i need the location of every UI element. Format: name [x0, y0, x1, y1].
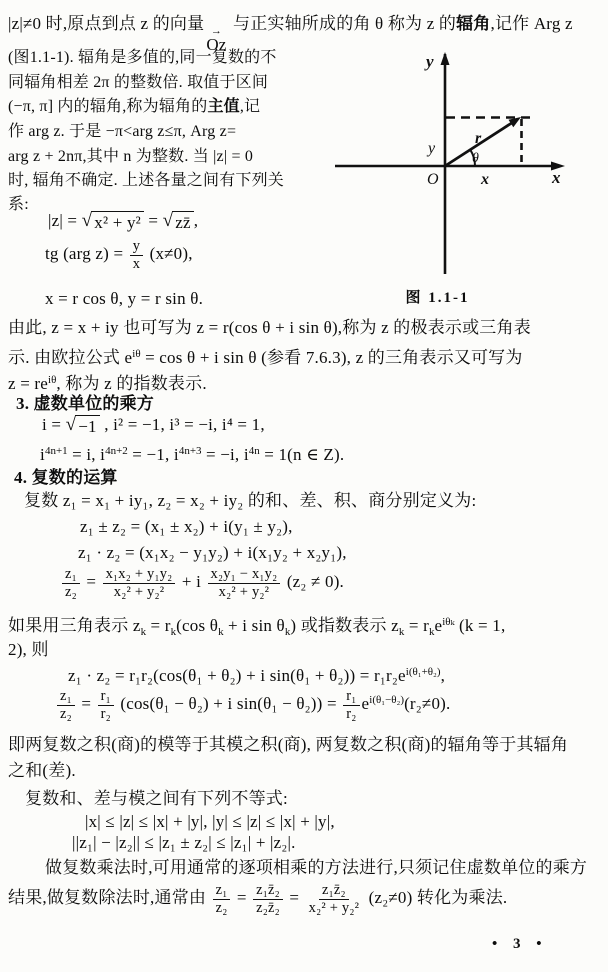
y-axis-arrow-icon: [441, 52, 450, 65]
text-segment: 同辐角相差 2π 的整数倍. 取值于区间: [8, 74, 269, 91]
formula-i-powers: [42, 414, 265, 438]
text-segment: z₁ ± z₂ = (x₁ ± x₂) + i(y₁ ± y₂),: [80, 517, 293, 536]
text-segment: + i: [177, 572, 206, 592]
text-segment: tg (arg z) =: [45, 244, 128, 264]
text-segment: 复数和、差与模之间有下列不等式:: [25, 789, 288, 808]
radicand: x² + y²: [91, 211, 144, 234]
figure-caption: 图 1.1-1: [405, 290, 470, 306]
x-axis-label: x: [552, 168, 561, 187]
text-segment: (z₂≠0) 转化为乘法.: [364, 888, 508, 908]
text-segment: (k = 1,: [454, 616, 506, 635]
fraction-numerator: z₁: [213, 882, 231, 900]
fraction: [62, 566, 80, 600]
radical: [82, 211, 144, 234]
col-line-5: [8, 146, 253, 168]
col-line-4: [8, 121, 236, 143]
y-coordinate-label: y: [428, 140, 436, 157]
text-segment: e: [434, 616, 443, 635]
text-segment: z₁ · z₂ = (x₁x₂ − y₁y₂) + i(x₁y₂ + x₂y₁),: [78, 543, 347, 562]
para-mult-line-2: [8, 882, 507, 916]
text-segment: k: [170, 626, 177, 638]
text-segment: 时, 辐角不确定. 上述各量之间有下列关: [8, 172, 285, 189]
text-segment: i(θ₁+θ₂): [405, 666, 441, 678]
formula-ineq-2: [72, 832, 296, 854]
text-segment: =: [284, 888, 304, 908]
text-segment: =: [143, 211, 163, 230]
text-segment: , 称为 z 的指数表示.: [56, 374, 207, 393]
vector-symbol: Oz: [206, 35, 227, 54]
text-segment: iθ: [48, 374, 57, 386]
para-trig-line-1: [8, 611, 505, 643]
text-segment: 主值: [207, 98, 240, 115]
fraction-denominator: z₂z̄₂: [256, 899, 280, 916]
page-number: • 3 •: [492, 936, 548, 952]
formula-sum: [80, 516, 293, 538]
fraction: [253, 882, 283, 916]
text-segment: k: [398, 626, 405, 638]
para-polar-line-3: [8, 369, 207, 395]
para-modarg-line-2: [8, 760, 76, 782]
fraction-numerator: r₁: [343, 688, 359, 706]
angle-label: θ: [472, 151, 479, 166]
formula-i-powers-4n: [40, 440, 344, 466]
text-segment: k: [218, 626, 224, 638]
col-line-3: [8, 96, 260, 118]
text-segment: (z₂ ≠ 0).: [282, 572, 344, 592]
text-segment: 4n+1: [44, 445, 68, 457]
fraction-denominator: x₂² + y₂²: [218, 583, 270, 600]
radical-icon: √: [162, 210, 174, 231]
heading-section-4: [14, 467, 118, 489]
text-segment: = cos θ + i sin θ (参看 7.6.3), z 的三角表示又可写为: [140, 348, 523, 367]
text-segment: 与正实轴所成的角 θ 称为 z 的: [228, 14, 457, 33]
text-segment: ,记: [239, 98, 261, 115]
text-segment: = r: [404, 616, 429, 635]
text-segment: |z|≠0 时,原点到点 z 的向量: [8, 14, 205, 33]
fraction-denominator: z₂: [65, 583, 77, 600]
radius-label: r: [475, 130, 482, 147]
text-segment: = −i, i: [201, 445, 249, 464]
fraction: [306, 882, 363, 916]
y-axis-label: y: [426, 52, 434, 71]
text-segment: , i² = −1, i³ = −i, i⁴ = 1,: [99, 415, 265, 434]
text-segment: 结果,做复数除法时,通常由: [8, 888, 211, 908]
text-segment: = 1(n ∈ Z).: [259, 445, 345, 464]
text-segment: 4n: [248, 445, 260, 457]
text-segment: z₁ · z₂ = r₁r₂(cos(θ₁ + θ₂) + i sin(θ₁ + θ₂)) = r₁r₂e: [68, 666, 406, 685]
col-line-2: [8, 72, 268, 94]
fraction-denominator: r₂: [100, 705, 111, 722]
fraction-numerator: r₁: [98, 688, 114, 706]
text-segment: i(θ₁−θ₂): [369, 694, 405, 707]
text-segment: =: [76, 694, 96, 714]
col-line-1: [8, 47, 277, 69]
text-segment: z = re: [8, 374, 49, 393]
fraction-numerator: x₂y₁ − x₁y₂: [208, 566, 281, 584]
radical-icon: √: [65, 414, 77, 435]
figure-1-1-1: [330, 50, 580, 310]
formula-quotient: [60, 566, 344, 600]
x-coordinate-label: x: [481, 171, 489, 188]
formula-tангent: [45, 238, 193, 272]
text-segment: arg z + 2nπ,其中 n 为整数. 当 |z| = 0: [8, 148, 254, 165]
radicand: −1: [75, 415, 100, 438]
formula-product: [78, 542, 347, 564]
text-segment: iθₖ: [442, 616, 455, 628]
origin-label: O: [427, 171, 439, 188]
fraction-numerator: y: [130, 238, 143, 256]
text-segment: 2), 则: [8, 640, 49, 659]
fraction-denominator: x₂² + y₂²: [113, 583, 165, 600]
para-trig-line-2: [8, 639, 49, 661]
fraction-numerator: x₁x₂ + y₁y₂: [103, 566, 176, 584]
text-segment: ,记作 Arg z: [490, 14, 573, 33]
formula-xy: [45, 288, 203, 310]
text-segment: ,: [440, 666, 446, 685]
text-segment: k: [284, 626, 291, 638]
text-segment: |x| ≤ |z| ≤ |x| + |y|, |y| ≤ |z| ≤ |x| + |y|,: [85, 812, 335, 831]
para-polar-line-2: [8, 343, 523, 369]
text-segment: (r₂≠0).: [404, 694, 451, 714]
fraction: [213, 882, 231, 916]
text-segment: (cos θ: [176, 616, 219, 635]
text-segment: 3. 虚数单位的乘方: [16, 394, 154, 413]
text-segment: 4n+3: [178, 445, 202, 457]
radical: [163, 211, 194, 234]
text-segment: = r: [146, 616, 171, 635]
text-segment: 做复数乘法时,可用通常的逐项相乘的方法进行,只须记住虚数单位的乘方: [45, 858, 588, 877]
fraction-numerator: z₁: [62, 566, 80, 584]
text-segment: (−π, π] 内的辐角,称为辐角的: [8, 98, 208, 115]
text-segment: =: [81, 572, 101, 592]
text-segment: ) 或指数表示 z: [290, 616, 399, 635]
text-segment: =: [232, 888, 252, 908]
text-segment: e: [361, 694, 370, 714]
text-segment: (x≠0),: [145, 244, 193, 264]
fraction-denominator: x: [132, 255, 141, 272]
para-polar-line-1: [8, 317, 531, 339]
fraction: [98, 688, 114, 722]
text-segment: x = r cos θ, y = r sin θ.: [45, 289, 204, 308]
text-segment: 如果用三角表示 z: [8, 616, 141, 635]
text-segment: + i sin θ: [223, 616, 285, 635]
fraction: [103, 566, 176, 600]
text-segment: 示. 由欧拉公式 e: [8, 348, 133, 367]
text-segment: 辐角: [456, 14, 491, 33]
radicand: zz̄: [172, 211, 194, 234]
para-ops-intro: [24, 490, 476, 512]
para-mult-line-1: [45, 857, 587, 879]
radical: [66, 415, 100, 438]
fraction-numerator: z₁z̄₂: [253, 882, 283, 900]
text-segment: (图1.1-1). 辐角是多值的,同一复数的不: [8, 49, 277, 66]
formula-ineq-1: [85, 811, 335, 833]
text-segment: ||z₁| − |z₂|| ≤ |z₁ ± z₂| ≤ |z₁| + |z₂|.: [72, 833, 296, 852]
fraction: [343, 688, 359, 722]
fraction-numerator: z₁: [57, 688, 75, 706]
para-ineq-intro: [25, 788, 288, 810]
fraction: [57, 688, 75, 722]
text-segment: 4. 复数的运算: [14, 468, 118, 487]
radical-icon: √: [81, 210, 93, 231]
formula-polar-quotient: [55, 688, 450, 722]
para-modarg-line-1: [8, 734, 568, 756]
text-segment: = −1, i: [127, 445, 179, 464]
fraction-numerator: z₁z̄₂: [319, 882, 349, 900]
text-segment: ,: [193, 211, 199, 230]
text-segment: 复数 z₁ = x₁ + iy₁, z₂ = x₂ + iy₂ 的和、差、积、商分别定义为:: [24, 491, 477, 510]
text-segment: 即两复数之积(商)的模等于其模之积(商), 两复数之积(商)的辐角等于其辐角: [8, 735, 569, 754]
text-segment: i =: [42, 415, 66, 434]
fraction: [130, 238, 143, 272]
text-segment: 由此, z = x + iy 也可写为 z = r(cos θ + i sin θ),称为 z 的极表示或三角表: [8, 318, 531, 337]
text-segment: = i, i: [67, 445, 106, 464]
fraction-denominator: z₂: [215, 899, 228, 916]
text-segment: 之和(差).: [8, 761, 76, 780]
vector-arrow-icon: →: [210, 25, 223, 37]
fraction-denominator: z₂: [60, 705, 72, 722]
text-segment: 4n+2: [105, 445, 128, 457]
heading-section-3: [16, 393, 154, 415]
fraction: [208, 566, 281, 600]
text-segment: (cos(θ₁ − θ₂) + i sin(θ₁ − θ₂)) =: [115, 694, 342, 714]
fraction-denominator: r₂: [346, 705, 357, 722]
col-line-6: [8, 170, 284, 192]
complex-plane-diagram: [330, 50, 580, 282]
col-line-7: [8, 194, 29, 216]
formula-modulus: [48, 210, 198, 234]
fraction-denominator: x₂² + y₂²: [308, 899, 360, 916]
text-segment: 系:: [8, 196, 29, 213]
text-segment: k: [428, 626, 435, 638]
text-segment: iθ: [132, 348, 141, 360]
text-segment: 作 arg z. 于是 −π<arg z≤π, Arg z=: [8, 123, 237, 140]
formula-polar-product: [68, 661, 445, 687]
text-segment: k: [140, 626, 147, 638]
text-segment: |z| =: [48, 211, 82, 230]
text-segment: i: [40, 445, 45, 464]
